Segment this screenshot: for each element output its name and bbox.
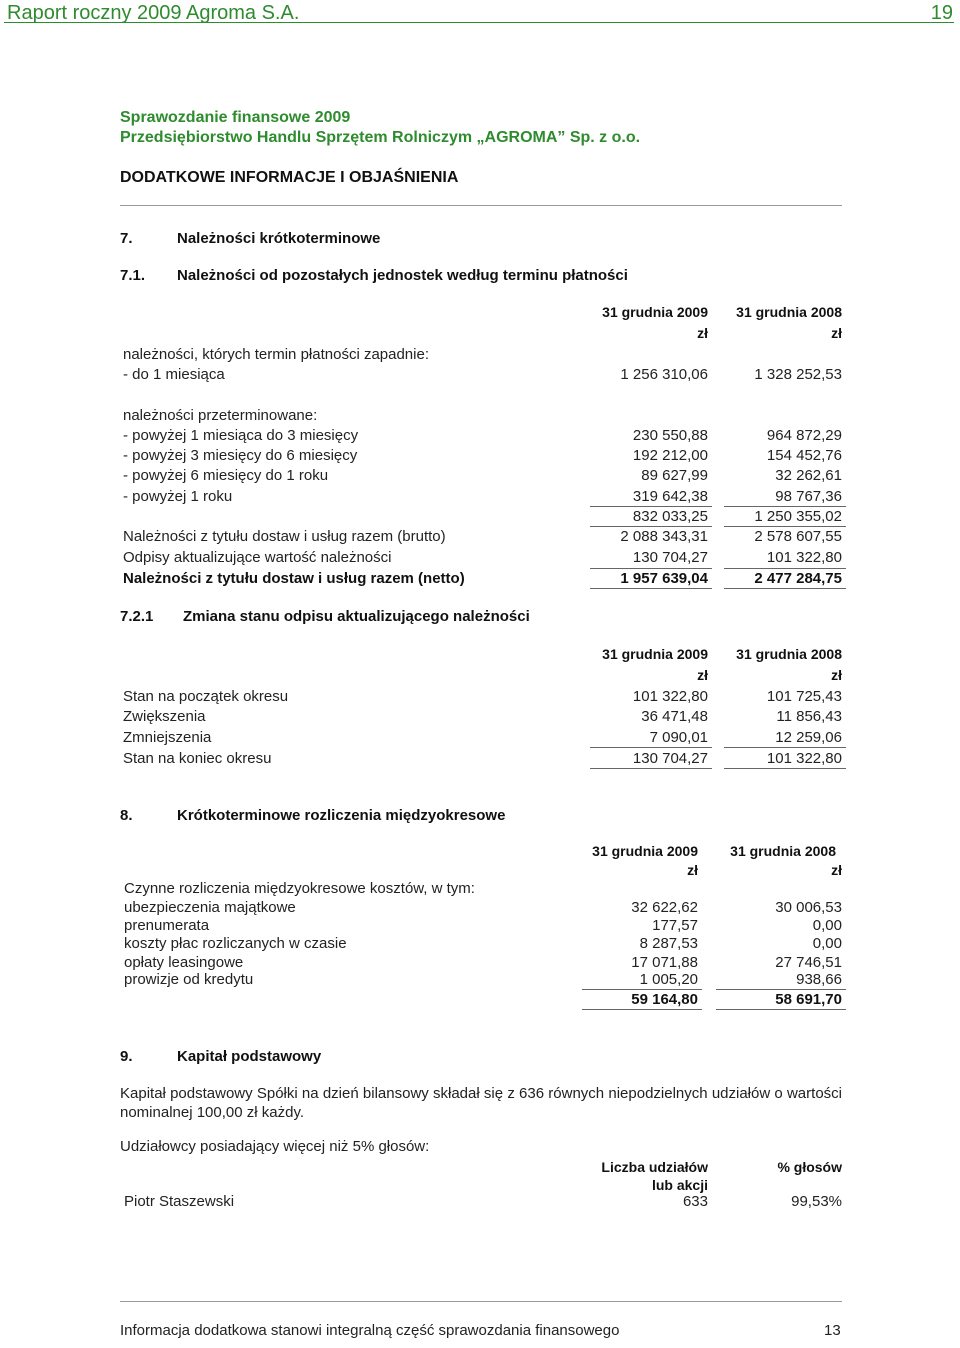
s8-row-label: koszty płac rozliczanych w czasie	[124, 935, 347, 952]
s721-row-label: Stan na koniec okresu	[123, 750, 272, 767]
s721-total-rule	[724, 747, 846, 748]
s8-total-2009: 59 164,80	[631, 991, 698, 1008]
s8-row-value-2009: 177,57	[652, 917, 698, 934]
section-8-number: 8.	[120, 807, 133, 824]
s9-col-shares: Liczba udziałów	[601, 1159, 708, 1175]
s71-row-value-2008: 964 872,29	[766, 427, 842, 444]
s71-row-value-2009: 1 256 310,06	[620, 366, 708, 383]
s8-row-value-2008: 27 746,51	[775, 954, 842, 971]
s71-odpisy-2008: 101 322,80	[766, 549, 842, 566]
s71-row-label: - powyżej 3 miesięcy do 6 miesięcy	[123, 447, 358, 464]
s721-row-value-2008: 101 725,43	[766, 688, 842, 705]
s9-holders-label: Udziałowcy posiadający więcej niż 5% głosów:	[120, 1138, 430, 1155]
s721-unit-2008: zł	[831, 667, 842, 683]
s71-odpisy-label: Odpisy aktualizujące wartość należności	[123, 549, 392, 566]
s8-unit-2008: zł	[831, 862, 842, 878]
s8-total-2008: 58 691,70	[775, 991, 842, 1008]
s71-brutto-label: Należności z tytułu dostaw i usług razem (brutto)	[123, 528, 446, 545]
report-page-number: 19	[930, 2, 953, 24]
section-721-title: Zmiana stanu odpisu aktualizującego należności	[183, 608, 530, 625]
section-71-number: 7.1.	[120, 267, 146, 284]
s71-row-value-2008: 1 328 252,53	[754, 366, 842, 383]
main-heading: DODATKOWE INFORMACJE I OBJAŚNIENIA	[120, 169, 459, 186]
s721-total-rule	[590, 768, 712, 769]
s721-row-label: Zmniejszenia	[123, 729, 212, 746]
s71-total-rule	[724, 588, 846, 589]
s71-brutto-2008: 2 578 607,55	[754, 528, 842, 545]
s71-total-rule	[724, 568, 846, 569]
s9-paragraph: Kapitał podstawowy Spółki na dzień bilansowy składał się z 636 równych niepodzielnych udziałów o wartości nominalnej 100,00 zł każdy.	[120, 1085, 842, 1121]
s9-col-votes: % głosów	[777, 1159, 842, 1175]
s71-row-value-2008: 32 262,61	[775, 467, 842, 484]
s9-holder-shares: 633	[682, 1193, 708, 1210]
s9-holder-name: Piotr Staszewski	[124, 1193, 235, 1210]
s721-row-value-2009: 101 322,80	[632, 688, 708, 705]
section-8-title: Krótkoterminowe rozliczenia międzyokresowe	[177, 807, 506, 824]
s721-col-2009: 31 grudnia 2009	[602, 646, 708, 662]
s71-row-label: - powyżej 1 miesiąca do 3 miesięcy	[123, 427, 359, 444]
s71-subtotal-2008: 1 250 355,02	[754, 508, 842, 525]
s8-row-label: prowizje od kredytu	[124, 971, 254, 988]
s9-col-shares-2: lub akcji	[651, 1177, 708, 1193]
s71-row-value-2009: 230 550,88	[632, 427, 708, 444]
s8-total-rule	[582, 989, 702, 990]
s8-col-2008: 31 grudnia 2008	[730, 843, 836, 859]
s71-brutto-2009: 2 088 343,31	[620, 528, 708, 545]
s8-row-value-2009: 32 622,62	[631, 899, 698, 916]
s721-total-rule	[590, 747, 712, 748]
s71-netto-2008: 2 477 284,75	[754, 570, 842, 587]
s71-row-value-2009: 89 627,99	[641, 467, 708, 484]
s8-total-rule	[716, 1009, 846, 1010]
s721-row-value-2008: 101 322,80	[766, 750, 842, 767]
s8-row-value-2009: 8 287,53	[639, 935, 698, 952]
s71-row-value-2009: 319 642,38	[632, 488, 708, 505]
s721-row-label: Zwiększenia	[123, 708, 206, 725]
s71-subtotal-rule	[590, 526, 712, 527]
s721-row-value-2008: 12 259,06	[775, 729, 842, 746]
s721-row-value-2009: 36 471,48	[641, 708, 708, 725]
report-title: Raport roczny 2009 Agroma S.A.	[7, 2, 300, 24]
s71-subtotal-rule	[724, 506, 846, 507]
s721-row-value-2009: 7 090,01	[649, 729, 708, 746]
s8-row-value-2009: 1 005,20	[639, 971, 698, 988]
s8-row-value-2009: 17 071,88	[631, 954, 698, 971]
doc-subtitle-2: Przedsiębiorstwo Handlu Sprzętem Rolniczym „AGROMA” Sp. z o.o.	[120, 129, 641, 146]
s71-unit-2009: zł	[697, 325, 708, 341]
s71-row-value-2009: 192 212,00	[632, 447, 708, 464]
s9-holder-votes: 99,53%	[791, 1193, 842, 1210]
section-71-title: Należności od pozostałych jednostek według terminu płatności	[177, 267, 628, 284]
footer-rule	[120, 1301, 842, 1302]
heading-rule	[120, 205, 842, 206]
footer-text: Informacja dodatkowa stanowi integralną część sprawozdania finansowego	[120, 1322, 620, 1339]
footer-page: 13	[824, 1322, 841, 1339]
s8-row-label: prenumerata	[124, 917, 210, 934]
s8-row-value-2008: 0,00	[812, 917, 842, 934]
s71-odpisy-2009: 130 704,27	[632, 549, 708, 566]
s8-row-value-2008: 30 006,53	[775, 899, 842, 916]
s71-group-overdue: należności przeterminowane:	[123, 407, 318, 424]
s8-col-2009: 31 grudnia 2009	[592, 843, 698, 859]
header-rule	[4, 22, 954, 23]
s71-row-value-2008: 98 767,36	[775, 488, 842, 505]
s71-subtotal-rule	[724, 526, 846, 527]
s71-subtotal-rule	[590, 506, 712, 507]
s8-row-value-2008: 0,00	[812, 935, 842, 952]
s71-row-label: - powyżej 1 roku	[123, 488, 233, 505]
section-9-title: Kapitał podstawowy	[177, 1048, 322, 1065]
s71-row-label: - powyżej 6 miesięcy do 1 roku	[123, 467, 329, 484]
s71-col-2008: 31 grudnia 2008	[736, 304, 842, 320]
s721-unit-2009: zł	[697, 667, 708, 683]
s8-row-label: ubezpieczenia majątkowe	[124, 899, 296, 916]
s71-col-2009: 31 grudnia 2009	[602, 304, 708, 320]
s71-total-rule	[590, 588, 712, 589]
s8-total-rule	[582, 1009, 702, 1010]
s8-row-label: opłaty leasingowe	[124, 954, 244, 971]
s721-row-value-2009: 130 704,27	[632, 750, 708, 767]
s71-netto-2009: 1 957 639,04	[620, 570, 708, 587]
doc-subtitle-1: Sprawozdanie finansowe 2009	[120, 109, 351, 126]
s71-subtotal-2009: 832 033,25	[632, 508, 708, 525]
s8-unit-2009: zł	[687, 862, 698, 878]
s71-group-due: należności, których termin płatności zapadnie:	[123, 346, 429, 363]
s71-netto-label: Należności z tytułu dostaw i usług razem (netto)	[123, 570, 465, 587]
s71-row-value-2008: 154 452,76	[766, 447, 842, 464]
s8-total-rule	[716, 989, 846, 990]
section-9-number: 9.	[120, 1048, 133, 1065]
s71-row-label: - do 1 miesiąca	[123, 366, 225, 383]
section-721-number: 7.2.1	[120, 608, 154, 625]
section-7-number: 7.	[120, 230, 133, 247]
s71-unit-2008: zł	[831, 325, 842, 341]
s8-row-value-2008: 938,66	[796, 971, 842, 988]
s71-total-rule	[590, 568, 712, 569]
s721-total-rule	[724, 768, 846, 769]
s721-row-label: Stan na początek okresu	[123, 688, 289, 705]
section-7-title: Należności krótkoterminowe	[177, 230, 381, 247]
s8-group-label: Czynne rozliczenia międzyokresowe kosztów, w tym:	[124, 880, 475, 897]
s721-row-value-2008: 11 856,43	[776, 708, 842, 725]
s721-col-2008: 31 grudnia 2008	[736, 646, 842, 662]
